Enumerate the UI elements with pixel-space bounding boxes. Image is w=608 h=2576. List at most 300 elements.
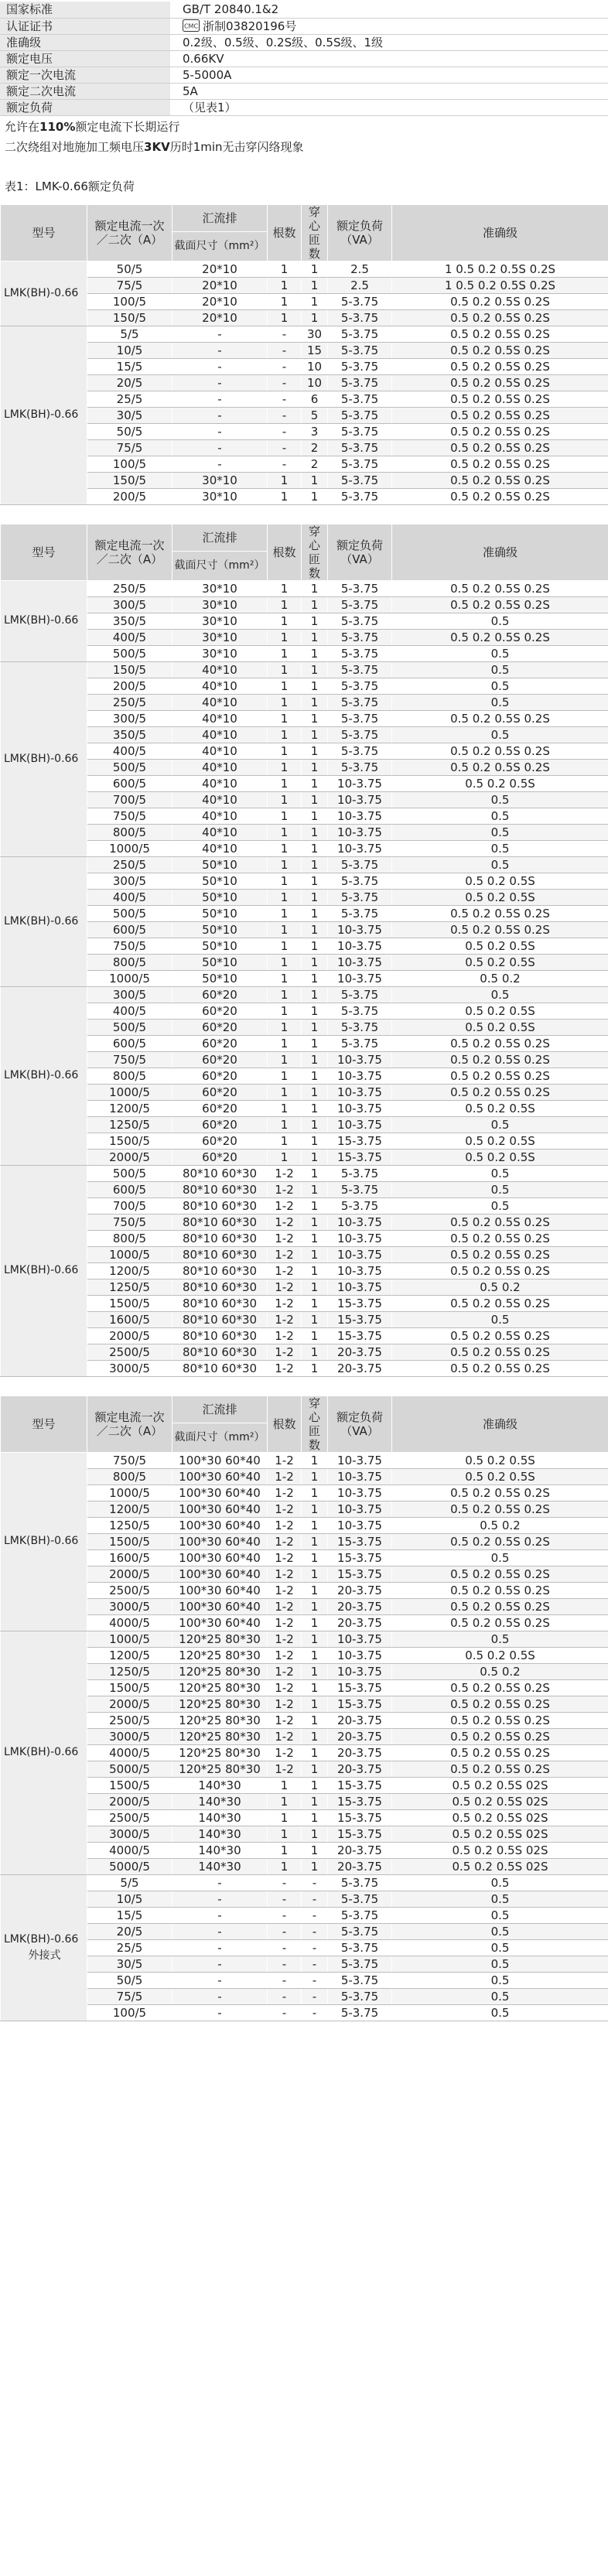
roots-cell: 1 [268, 1084, 302, 1100]
model-subtype: 外接式 [28, 1949, 61, 1962]
accuracy-cell: 0.5 [392, 840, 608, 856]
roots-cell: 1-2 [268, 1279, 302, 1295]
model-cell [1, 261, 87, 326]
busbar-size-cell: 20*10 [172, 277, 268, 293]
header-busbar-label: 汇流排 [202, 210, 237, 225]
busbar-size-cell: 140*30 [172, 1858, 268, 1874]
rated-load-cell: 10-3.75 [328, 970, 392, 986]
busbar-size-cell: 50*10 [172, 938, 268, 954]
busbar-size-cell: 80*10 60*30 [172, 1262, 268, 1279]
table-row [1, 1246, 608, 1262]
rated-load-cell: 5-3.75 [328, 1035, 392, 1051]
roots-cell: 1-2 [268, 1360, 302, 1376]
accuracy-cell: 0.5 0.2 [392, 1517, 608, 1533]
table-row [1, 775, 608, 791]
rated-load-cell: 10-3.75 [328, 1517, 392, 1533]
accuracy-cell: 0.5 0.2 0.5S 0.2S [392, 1051, 608, 1068]
busbar-size-cell: 120*25 80*30 [172, 1631, 268, 1647]
turns-cell: 1 [302, 309, 328, 326]
rated-current-cell: 750/5 [87, 808, 172, 824]
rated-load-cell: 10-3.75 [328, 1279, 392, 1295]
model-name: LMK(BH)-0.66 [4, 914, 79, 928]
header-roots-label: 根数 [272, 225, 296, 240]
table-row [1, 342, 608, 358]
model-cell [1, 1874, 87, 2021]
accuracy-cell: 0.5 [392, 726, 608, 743]
roots-cell: 1 [268, 970, 302, 986]
turns-cell: 1 [302, 1360, 328, 1376]
roots-cell: 1 [268, 759, 302, 775]
turns-cell: 1 [302, 873, 328, 889]
table-row [1, 472, 608, 488]
roots-cell: 1-2 [268, 1452, 302, 1468]
rated-current-cell: 500/5 [87, 1019, 172, 1035]
table-spacer [0, 505, 608, 524]
table-row [1, 1295, 608, 1311]
accuracy-cell: 0.5 0.2 0.5S [392, 954, 608, 970]
rated-current-cell: 750/5 [87, 938, 172, 954]
table-row [1, 277, 608, 293]
table-row [1, 1956, 608, 1972]
busbar-size-cell: 40*10 [172, 678, 268, 694]
busbar-size-cell: 60*20 [172, 1068, 268, 1084]
turns-cell: 1 [302, 580, 328, 596]
rated-current-cell: 15/5 [87, 358, 172, 374]
table-row [1, 2004, 608, 2021]
busbar-size-cell: 40*10 [172, 694, 268, 710]
header-accuracy-label: 准确级 [482, 225, 517, 240]
rated-load-cell: 15-3.75 [328, 1826, 392, 1842]
rated-current-cell: 1250/5 [87, 1517, 172, 1533]
turns-cell: - [302, 1923, 328, 1939]
roots-cell: - [268, 1907, 302, 1923]
roots-cell: 1-2 [268, 1230, 302, 1246]
rated-current-cell: 150/5 [87, 472, 172, 488]
turns-cell: 1 [302, 1327, 328, 1344]
rated-current-cell: 500/5 [87, 759, 172, 775]
rated-load-cell: 5-3.75 [328, 1181, 392, 1197]
turns-cell: 1 [302, 1116, 328, 1133]
rated-load-cell: 2.5 [328, 261, 392, 277]
header-busbar-size [172, 231, 268, 261]
roots-cell: 1 [268, 921, 302, 938]
table-row [1, 1891, 608, 1907]
note-text: 额定电流下长期运行 [75, 119, 180, 134]
rated-load-cell: 5-3.75 [328, 423, 392, 439]
rated-load-cell: 5-3.75 [328, 407, 392, 423]
accuracy-cell: 0.5 0.2 0.5S 0.2S [392, 1728, 608, 1744]
turns-cell: - [302, 1874, 328, 1891]
turns-cell: 1 [302, 889, 328, 905]
roots-cell: 1-2 [268, 1533, 302, 1549]
turns-cell: 1 [302, 1344, 328, 1360]
rated-current-cell: 75/5 [87, 277, 172, 293]
rated-load-cell: 5-3.75 [328, 374, 392, 391]
rated-load-cell: 5-3.75 [328, 342, 392, 358]
header-accuracy-label: 准确级 [482, 1416, 517, 1431]
turns-cell: 6 [302, 391, 328, 407]
rated-load-cell: 10-3.75 [328, 921, 392, 938]
busbar-size-cell: 100*30 60*40 [172, 1517, 268, 1533]
rated-current-cell: 75/5 [87, 439, 172, 456]
turns-cell: 1 [302, 808, 328, 824]
rated-load-cell: 10-3.75 [328, 808, 392, 824]
busbar-size-cell: - [172, 1956, 268, 1972]
busbar-size-cell: 80*10 60*30 [172, 1344, 268, 1360]
roots-cell: - [268, 358, 302, 374]
header-model [1, 1396, 87, 1452]
turns-cell: 1 [302, 954, 328, 970]
turns-cell: 1 [302, 1631, 328, 1647]
header-roots [268, 204, 302, 261]
roots-cell: 1 [268, 661, 302, 678]
rated-current-cell: 1000/5 [87, 970, 172, 986]
rated-load-cell: 20-3.75 [328, 1582, 392, 1598]
turns-cell: 1 [302, 1262, 328, 1279]
model-cell [1, 986, 87, 1165]
accuracy-cell: 0.5 0.2 0.5S 0.2S [392, 1246, 608, 1262]
rated-current-cell: 300/5 [87, 873, 172, 889]
turns-cell: 1 [302, 986, 328, 1003]
turns-cell: 1 [302, 1468, 328, 1484]
header-current-line1: 额定电流一次 [94, 538, 165, 552]
busbar-size-cell: 60*20 [172, 1003, 268, 1019]
roots-cell: 1 [268, 629, 302, 645]
model-cell [1, 326, 87, 504]
model-name: LMK(BH)-0.66 [4, 614, 79, 627]
busbar-size-cell: 20*10 [172, 261, 268, 277]
turns-cell: 1 [302, 824, 328, 840]
rated-load-cell: 5-3.75 [328, 678, 392, 694]
rated-current-cell: 800/5 [87, 1468, 172, 1484]
accuracy-cell: 1 0.5 0.2 0.5S 0.2S [392, 277, 608, 293]
table-row [1, 439, 608, 456]
rated-current-cell: 4000/5 [87, 1744, 172, 1761]
rated-load-cell: 5-3.75 [328, 293, 392, 309]
turns-cell: 1 [302, 743, 328, 759]
busbar-size-cell: 120*25 80*30 [172, 1728, 268, 1744]
rated-current-cell: 1500/5 [87, 1679, 172, 1696]
roots-cell: 1-2 [268, 1214, 302, 1230]
busbar-size-cell: 60*20 [172, 1084, 268, 1100]
ratings-tables [0, 204, 608, 2021]
roots-cell: 1 [268, 775, 302, 791]
table-caption: 表1：LMK-0.66额定负荷 [5, 179, 135, 193]
roots-cell: 1-2 [268, 1598, 302, 1614]
spec-label: 准确级 [0, 34, 170, 50]
rated-load-cell: 20-3.75 [328, 1761, 392, 1777]
rated-load-cell: 5-3.75 [328, 661, 392, 678]
turns-cell: 1 [302, 261, 328, 277]
rated-current-cell: 1200/5 [87, 1501, 172, 1517]
rated-load-cell: 5-3.75 [328, 856, 392, 873]
busbar-size-cell: 80*10 60*30 [172, 1311, 268, 1327]
rated-current-cell: 1000/5 [87, 1631, 172, 1647]
accuracy-cell: 0.5 [392, 1939, 608, 1956]
rated-current-cell: 300/5 [87, 986, 172, 1003]
roots-cell: - [268, 1939, 302, 1956]
roots-cell: 1 [268, 840, 302, 856]
header-rated-current [87, 524, 172, 580]
accuracy-cell: 0.5 [392, 694, 608, 710]
turns-cell: 1 [302, 1566, 328, 1582]
turns-cell: - [302, 1907, 328, 1923]
header-turns [302, 204, 328, 261]
turns-cell: 1 [302, 1582, 328, 1598]
rated-load-cell: 10-3.75 [328, 1084, 392, 1100]
rated-load-cell: 5-3.75 [328, 873, 392, 889]
table-row [1, 840, 608, 856]
accuracy-cell: 0.5 0.2 0.5S 0.2S [392, 407, 608, 423]
turns-cell: 1 [302, 791, 328, 808]
spec-label: 国家标准 [0, 2, 170, 18]
rated-load-cell: 10-3.75 [328, 1452, 392, 1468]
accuracy-cell: 0.5 0.2 0.5S [392, 1019, 608, 1035]
header-load-line1: 额定负荷 [336, 1409, 383, 1424]
accuracy-cell: 0.5 0.2 0.5S [392, 1468, 608, 1484]
turns-cell: 1 [302, 759, 328, 775]
busbar-size-cell: - [172, 326, 268, 342]
accuracy-cell: 0.5 0.2 0.5S 0.2S [392, 391, 608, 407]
turns-cell: 2 [302, 439, 328, 456]
roots-cell: 1 [268, 613, 302, 629]
spec-value-text: 0.66KV [183, 51, 224, 66]
rated-current-cell: 1000/5 [87, 840, 172, 856]
turns-cell: 1 [302, 1533, 328, 1549]
accuracy-cell: 0.5 [392, 661, 608, 678]
roots-cell: 1 [268, 905, 302, 921]
rated-current-cell: 3000/5 [87, 1360, 172, 1376]
rated-current-cell: 50/5 [87, 1972, 172, 1988]
table-row [1, 456, 608, 472]
header-busbar-size [172, 1423, 268, 1452]
rated-current-cell: 2000/5 [87, 1696, 172, 1712]
header-current-line2: ／二次（A） [96, 1423, 163, 1438]
busbar-size-cell: 140*30 [172, 1777, 268, 1793]
table-row [1, 1744, 608, 1761]
rated-current-cell: 100/5 [87, 456, 172, 472]
accuracy-cell: 0.5 [392, 1988, 608, 2004]
busbar-size-cell: 80*10 60*30 [172, 1214, 268, 1230]
busbar-size-cell: 60*20 [172, 986, 268, 1003]
turns-cell: 1 [302, 613, 328, 629]
rated-load-cell: 15-3.75 [328, 1149, 392, 1165]
rated-load-cell: 5-3.75 [328, 1923, 392, 1939]
accuracy-cell: 0.5 0.2 0.5S [392, 1003, 608, 1019]
cmc-cert-icon [183, 19, 200, 32]
table-row [1, 938, 608, 954]
accuracy-cell: 0.5 0.2 0.5S 0.2S [392, 710, 608, 726]
rated-current-cell: 600/5 [87, 1035, 172, 1051]
turns-cell: 1 [302, 1051, 328, 1068]
table-row [1, 1712, 608, 1728]
turns-cell: 1 [302, 840, 328, 856]
note-text: 二次绕组对地施加工频电压 [5, 139, 145, 154]
table-row [1, 1360, 608, 1376]
spec-value [170, 99, 608, 115]
header-current-line1: 额定电流一次 [94, 218, 165, 233]
table-row [1, 629, 608, 645]
table-row [1, 407, 608, 423]
roots-cell: 1-2 [268, 1728, 302, 1744]
accuracy-cell: 0.5 0.2 0.5S 0.2S [392, 1712, 608, 1728]
roots-cell: 1 [268, 889, 302, 905]
accuracy-cell: 0.5 0.2 0.5S 0.2S [392, 1360, 608, 1376]
spec-label: 认证证书 [0, 18, 170, 34]
roots-cell: - [268, 407, 302, 423]
rated-load-cell: 15-3.75 [328, 1533, 392, 1549]
turns-cell: 10 [302, 374, 328, 391]
spec-value [170, 83, 608, 99]
table-row [1, 391, 608, 407]
table-row [1, 488, 608, 504]
spec-table [0, 2, 608, 116]
turns-cell: 1 [302, 293, 328, 309]
spec-row [0, 99, 608, 115]
rated-load-cell: 5-3.75 [328, 629, 392, 645]
rated-load-cell: 10-3.75 [328, 1631, 392, 1647]
busbar-size-cell: 140*30 [172, 1826, 268, 1842]
busbar-size-cell: - [172, 358, 268, 374]
rated-load-cell: 5-3.75 [328, 326, 392, 342]
roots-cell: - [268, 1891, 302, 1907]
rated-current-cell: 350/5 [87, 726, 172, 743]
turns-cell: 1 [302, 1019, 328, 1035]
rated-current-cell: 2000/5 [87, 1793, 172, 1809]
table-row [1, 986, 608, 1003]
rated-load-cell: 5-3.75 [328, 596, 392, 613]
busbar-size-cell: 30*10 [172, 613, 268, 629]
table-row [1, 1100, 608, 1116]
busbar-size-cell: - [172, 1874, 268, 1891]
note-text: 允许在 [5, 119, 40, 134]
table-row [1, 1549, 608, 1566]
turns-cell: 5 [302, 407, 328, 423]
busbar-size-cell: 120*25 80*30 [172, 1679, 268, 1696]
busbar-size-cell: 20*10 [172, 293, 268, 309]
rated-current-cell: 1500/5 [87, 1533, 172, 1549]
rated-load-cell: 15-3.75 [328, 1777, 392, 1793]
rated-load-cell: 15-3.75 [328, 1809, 392, 1826]
notes-section [0, 116, 608, 156]
rated-current-cell: 400/5 [87, 1003, 172, 1019]
ratings-table [0, 524, 608, 1377]
roots-cell: 1 [268, 824, 302, 840]
turns-cell: 1 [302, 1295, 328, 1311]
turns-cell: 1 [302, 1003, 328, 1019]
accuracy-cell: 0.5 [392, 856, 608, 873]
rated-current-cell: 400/5 [87, 889, 172, 905]
roots-cell: 1 [268, 1100, 302, 1116]
busbar-size-cell: 50*10 [172, 921, 268, 938]
rated-load-cell: 10-3.75 [328, 1246, 392, 1262]
table-row [1, 1344, 608, 1360]
accuracy-cell: 0.5 0.2 0.5S 0.2S [392, 1295, 608, 1311]
roots-cell: 1-2 [268, 1262, 302, 1279]
accuracy-cell: 0.5 0.2 0.5S [392, 1647, 608, 1663]
busbar-size-cell: 50*10 [172, 954, 268, 970]
table-row [1, 678, 608, 694]
table-row [1, 1181, 608, 1197]
roots-cell: - [268, 1956, 302, 1972]
roots-cell: 1-2 [268, 1614, 302, 1631]
turns-cell: 1 [302, 1452, 328, 1468]
table-row [1, 374, 608, 391]
header-model [1, 204, 87, 261]
accuracy-cell: 0.5 [392, 1165, 608, 1181]
turns-cell: 1 [302, 488, 328, 504]
table-row [1, 423, 608, 439]
roots-cell: - [268, 456, 302, 472]
ratings-table [0, 204, 608, 505]
model-name: LMK(BH)-0.66 [4, 1264, 79, 1276]
rated-load-cell: 10-3.75 [328, 1100, 392, 1116]
rated-current-cell: 20/5 [87, 1923, 172, 1939]
rated-load-cell: 5-3.75 [328, 1907, 392, 1923]
rated-current-cell: 2000/5 [87, 1327, 172, 1344]
busbar-size-cell: - [172, 342, 268, 358]
header-turns-line2: 匝数 [308, 232, 320, 261]
table-row [1, 1230, 608, 1246]
accuracy-cell: 0.5 0.2 0.5S 0.2S [392, 1582, 608, 1598]
accuracy-cell: 0.5 0.2 0.5S 0.2S [392, 1484, 608, 1501]
turns-cell: 1 [302, 1084, 328, 1100]
roots-cell: 1 [268, 1793, 302, 1809]
turns-cell: 1 [302, 661, 328, 678]
table-row [1, 1084, 608, 1100]
turns-cell: 1 [302, 678, 328, 694]
rated-current-cell: 2500/5 [87, 1809, 172, 1826]
rated-load-cell: 10-3.75 [328, 1468, 392, 1484]
accuracy-cell: 0.5 0.2 0.5S 0.2S [392, 439, 608, 456]
header-turns-line1: 穿心 [308, 1396, 320, 1424]
roots-cell: 1-2 [268, 1647, 302, 1663]
header-load-line2: （VA） [340, 1423, 379, 1438]
header-busbar [172, 524, 268, 551]
roots-cell: 1-2 [268, 1327, 302, 1344]
model-name: LMK(BH)-0.66 [4, 286, 79, 299]
roots-cell: 1-2 [268, 1631, 302, 1647]
header-busbar-label: 汇流排 [202, 1402, 237, 1416]
accuracy-cell: 0.5 0.2 0.5S 0.2S [392, 472, 608, 488]
rated-load-cell: 20-3.75 [328, 1614, 392, 1631]
rated-load-cell: 5-3.75 [328, 1939, 392, 1956]
turns-cell: 1 [302, 1679, 328, 1696]
accuracy-cell: 0.5 0.2 0.5S 0.2S [392, 293, 608, 309]
accuracy-cell: 0.5 [392, 1874, 608, 1891]
spec-value [170, 34, 608, 50]
rated-load-cell: 5-3.75 [328, 456, 392, 472]
model-cell [1, 1452, 87, 1631]
busbar-size-cell: - [172, 1891, 268, 1907]
model-cell [1, 1165, 87, 1376]
busbar-size-cell: 40*10 [172, 824, 268, 840]
accuracy-cell: 0.5 0.2 0.5S 0.2S [392, 1035, 608, 1051]
rated-current-cell: 750/5 [87, 1214, 172, 1230]
table-row [1, 1793, 608, 1809]
spec-row [0, 50, 608, 67]
roots-cell: 1-2 [268, 1501, 302, 1517]
header-busbar [172, 204, 268, 231]
table-row [1, 1809, 608, 1826]
rated-current-cell: 30/5 [87, 1956, 172, 1972]
accuracy-cell: 0.5 0.2 0.5S 0.2S [392, 1344, 608, 1360]
header-load-line2: （VA） [340, 232, 379, 247]
rated-current-cell: 2000/5 [87, 1149, 172, 1165]
rated-load-cell: 20-3.75 [328, 1598, 392, 1614]
header-turns-line2: 匝数 [308, 1423, 320, 1452]
table-row [1, 613, 608, 629]
